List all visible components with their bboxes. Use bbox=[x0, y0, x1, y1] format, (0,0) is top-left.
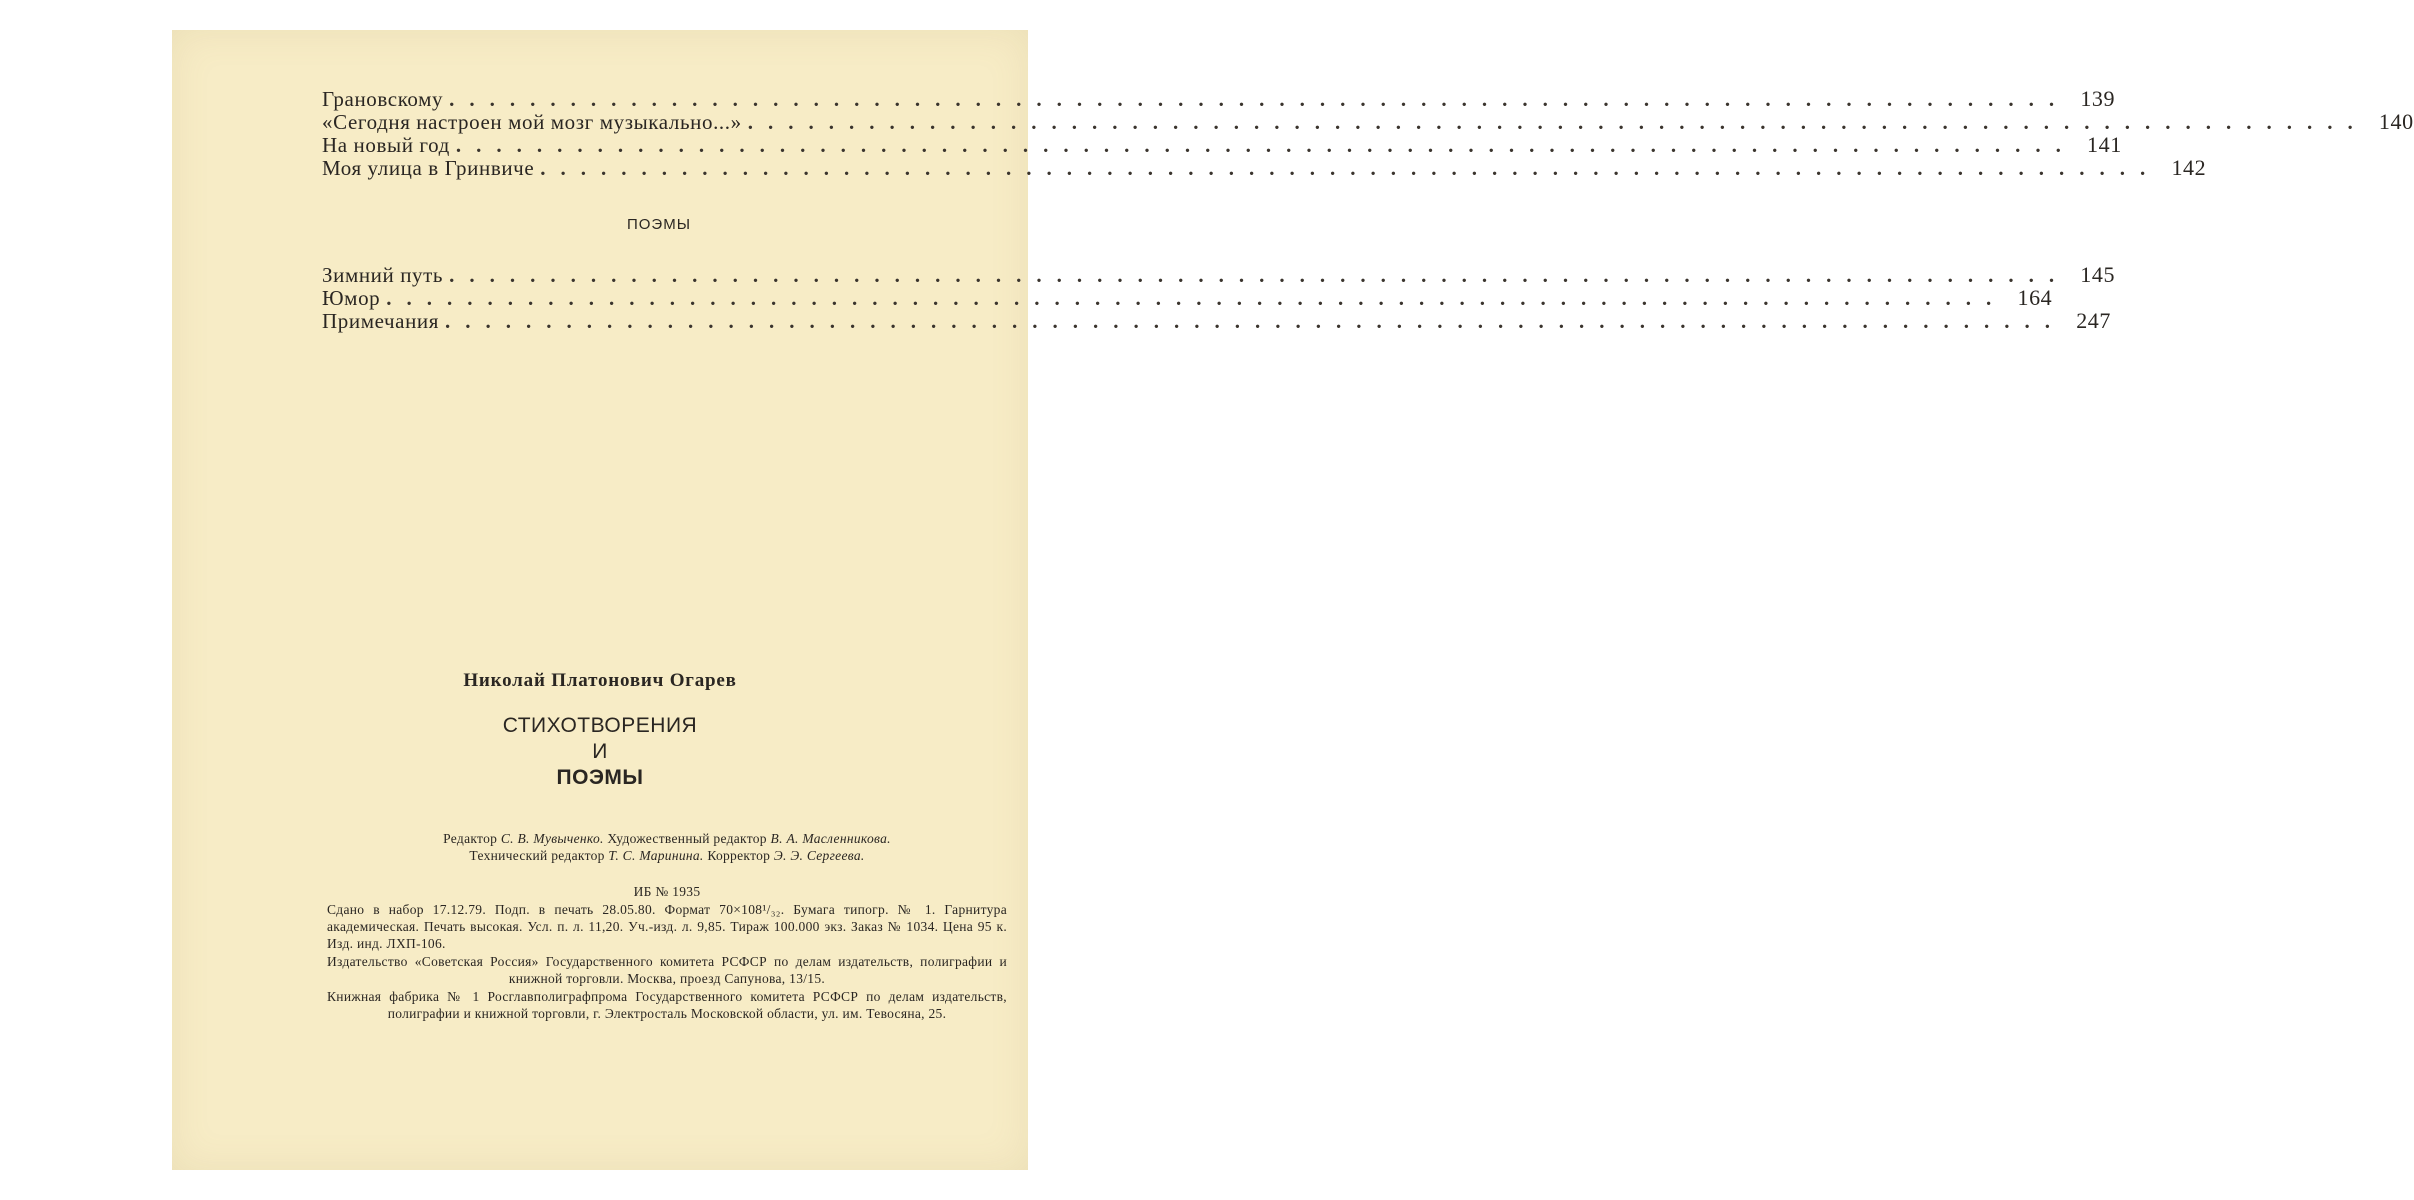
toc-leader-dots: ................................................................................ bbox=[449, 263, 2070, 287]
toc-entry-title: Грановскому bbox=[322, 87, 444, 111]
toc-entry-page: 141 bbox=[2087, 132, 2122, 157]
print-specifications: Сдано в набор 17.12.79. Подп. в печать 28.05.80. Формат 70×108¹/₃₂. Бумага типогр. № 1. Гарнитура академическая. Печать высокая. Усл. п. л. 11,20. Уч.-изд. л. 9,85. Тираж 100.000 экз. Заказ № 1034. Цена 95 к. Изд. инд. ЛХП-106. bbox=[327, 902, 1007, 951]
toc-entry-title: Юмор bbox=[322, 286, 381, 310]
toc-leader-dots: ................................................................................ bbox=[449, 87, 2070, 111]
proofreader-label: Корректор bbox=[707, 848, 771, 863]
book-title bbox=[172, 713, 1028, 791]
toc-entry-page: 140 bbox=[2378, 109, 2414, 134]
book-title-line: ПОЭМЫ bbox=[556, 766, 644, 789]
toc-entry bbox=[322, 285, 2053, 310]
toc-entry bbox=[322, 109, 2414, 134]
toc-entry bbox=[322, 132, 2122, 157]
publisher-info: Издательство «Советская Россия» Государственного комитета РСФСР по делам издательств, полиграфии и книжной торговли. Москва, проезд Сапунова, 13/15. bbox=[327, 954, 1007, 986]
editorial-credits bbox=[327, 830, 1007, 864]
toc-leader-dots: ................................................................................ bbox=[540, 156, 2161, 180]
editor-label: Редактор bbox=[443, 831, 498, 846]
toc-entry-page: 139 bbox=[2080, 86, 2116, 111]
toc-entry-page: 247 bbox=[2076, 308, 2112, 333]
toc-poems bbox=[322, 86, 2414, 180]
toc-entry bbox=[322, 155, 2207, 180]
art-editor-name: В. А. Масленникова. bbox=[770, 831, 891, 846]
toc-entry bbox=[322, 308, 2112, 333]
book-title-line: СТИХОТВОРЕНИЯ bbox=[502, 714, 698, 737]
tech-editor-name: Т. С. Маринина. bbox=[608, 848, 704, 863]
printer-info: Книжная фабрика № 1 Росглавполиграфпрома Государственного комитета РСФСР по делам издательств, полиграфии и книжной торговли, г. Электросталь Московской области, ул. им. Тевосяна, 25. bbox=[327, 989, 1007, 1021]
toc-entry-page: 142 bbox=[2171, 155, 2207, 180]
art-editor-label: Художественный редактор bbox=[607, 831, 767, 846]
section-heading: ПОЭМЫ bbox=[626, 216, 691, 233]
tech-editor-label: Технический редактор bbox=[469, 848, 605, 863]
toc-leader-dots: ................................................................................ bbox=[747, 110, 2368, 134]
toc-entry-title: Примечания bbox=[322, 309, 440, 333]
toc-entry-page: 164 bbox=[2017, 285, 2053, 310]
toc-entry-title: Моя улица в Гринвиче bbox=[322, 156, 535, 180]
author-name: Николай Платонович Огарев bbox=[463, 670, 737, 691]
book-page bbox=[172, 30, 2414, 1170]
toc-entry-page: 145 bbox=[2080, 262, 2116, 287]
book-title-line: И bbox=[592, 740, 608, 763]
proofreader-name: Э. Э. Сергеева. bbox=[773, 848, 865, 863]
toc-leader-dots: ................................................................................ bbox=[455, 133, 2076, 157]
toc-entry-title: «Сегодня настроен мой мозг музыкально...» bbox=[322, 110, 742, 134]
toc-long-poems bbox=[322, 262, 2116, 333]
ib-number: ИБ № 1935 bbox=[633, 884, 701, 899]
toc-entry bbox=[322, 262, 2116, 287]
editor-name: С. В. Мувыченко. bbox=[500, 831, 604, 846]
toc-leader-dots: ................................................................................ bbox=[445, 309, 2066, 333]
toc-entry-title: На новый год bbox=[322, 133, 450, 157]
toc-entry bbox=[322, 86, 2116, 111]
toc-entry-title: Зимний путь bbox=[322, 263, 444, 287]
toc-leader-dots: ................................................................................ bbox=[386, 286, 2007, 310]
